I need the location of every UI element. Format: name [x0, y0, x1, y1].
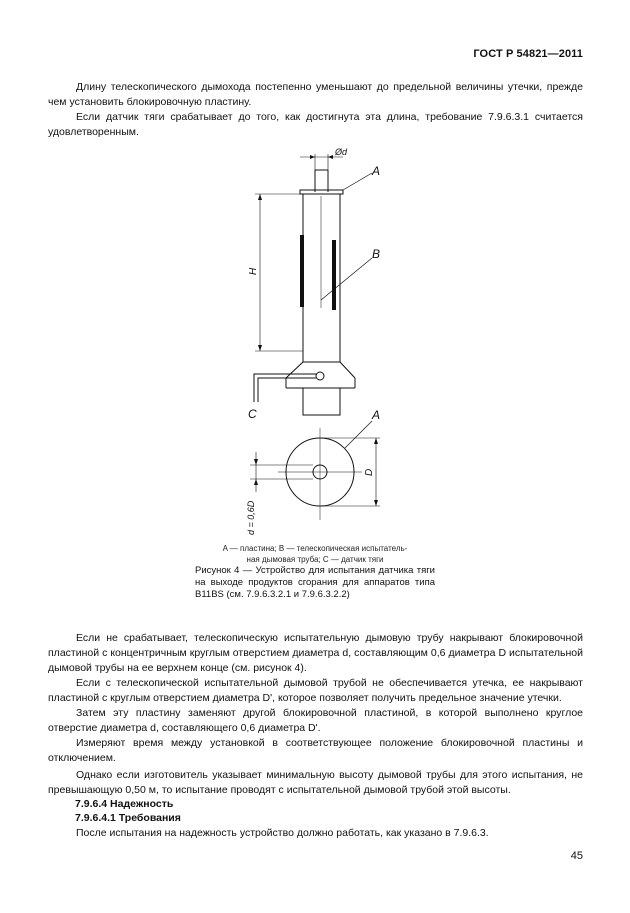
heading-reliability: 7.9.6.4 Надежность — [75, 798, 174, 810]
label-a-top: A — [372, 164, 381, 178]
document-header: ГОСТ Р 54821—2011 — [473, 48, 583, 60]
paragraph-3: Если не срабатывает, телескопическую испытательную дымовую трубу накрывают блокировочной пластиной с концентричным круглым отверстием диаметра d, составляющим 0,6 диаметра D испытательной дымовой трубы на ее верхнем конце (см. рисунок 4). — [48, 632, 583, 674]
page-number: 45 — [570, 850, 583, 862]
draft-hood — [286, 362, 355, 415]
plate-a — [300, 190, 343, 194]
paragraph-5: Затем эту пластину заменяют другой блокировочной пластиной, в которой выполнено круглое отверстие диаметра d, составляющего 0,6 диаметра D'. — [48, 707, 583, 734]
paragraph-7: Однако если изготовитель указывает минимальную высоту дымовой трубы для этого испытания, не превышающую 0,50 м, то испытание проводят с испытательной дымовой трубой этой высоты. — [48, 769, 583, 796]
paragraph-2: Если датчик тяги срабатывает до того, как достигнута эта длина, требование 7.9.6.3.1 считается удовлетворенным. — [48, 111, 583, 138]
paragraph-1: Длину телескопического дымохода постепенно уменьшают до предельной величины утечки, прежде чем установить блокировочную пластину. — [48, 81, 583, 108]
d06D-label: d = 0,6D — [246, 500, 256, 535]
paragraph-4: Если с телескопической испытательной дымовой трубой не обеспечивается утечка, ее накрывают пластиной с круглым отверстием диаметра D', которое позволяет получить предельное значение утечки. — [48, 677, 583, 704]
d-dim-label: Ød — [335, 147, 348, 157]
paragraph-6: Измеряют время между установкой в соответствующее положение блокировочной пластины и отключением. — [48, 737, 583, 764]
label-b: B — [372, 247, 381, 261]
paragraph-8: После испытания на надежность устройство должно работать, как указано в 7.9.6.3. — [76, 827, 489, 839]
orifice-pipe — [315, 170, 328, 192]
D-label: D — [364, 468, 375, 476]
label-c: C — [248, 407, 257, 421]
telescopic-pipe-b — [300, 194, 340, 362]
figure-caption: Рисунок 4 — Устройство для испытания датчика тяги на выходе продуктов сгорания для аппаратов типа B11BS (см. 7.9.6.3.2.1 и 7.9.6.3.2.2) — [195, 565, 435, 600]
h-label: H — [248, 267, 259, 275]
label-a-plan: A — [372, 408, 381, 422]
figure-4-drawing — [200, 140, 420, 540]
figure-legend: A — пластина; B — телескопическая испытатель- ная дымовая труба; C — датчик тяги — [222, 544, 408, 564]
h-dimension — [255, 194, 303, 351]
heading-requirements: 7.9.6.4.1 Требования — [75, 812, 181, 824]
